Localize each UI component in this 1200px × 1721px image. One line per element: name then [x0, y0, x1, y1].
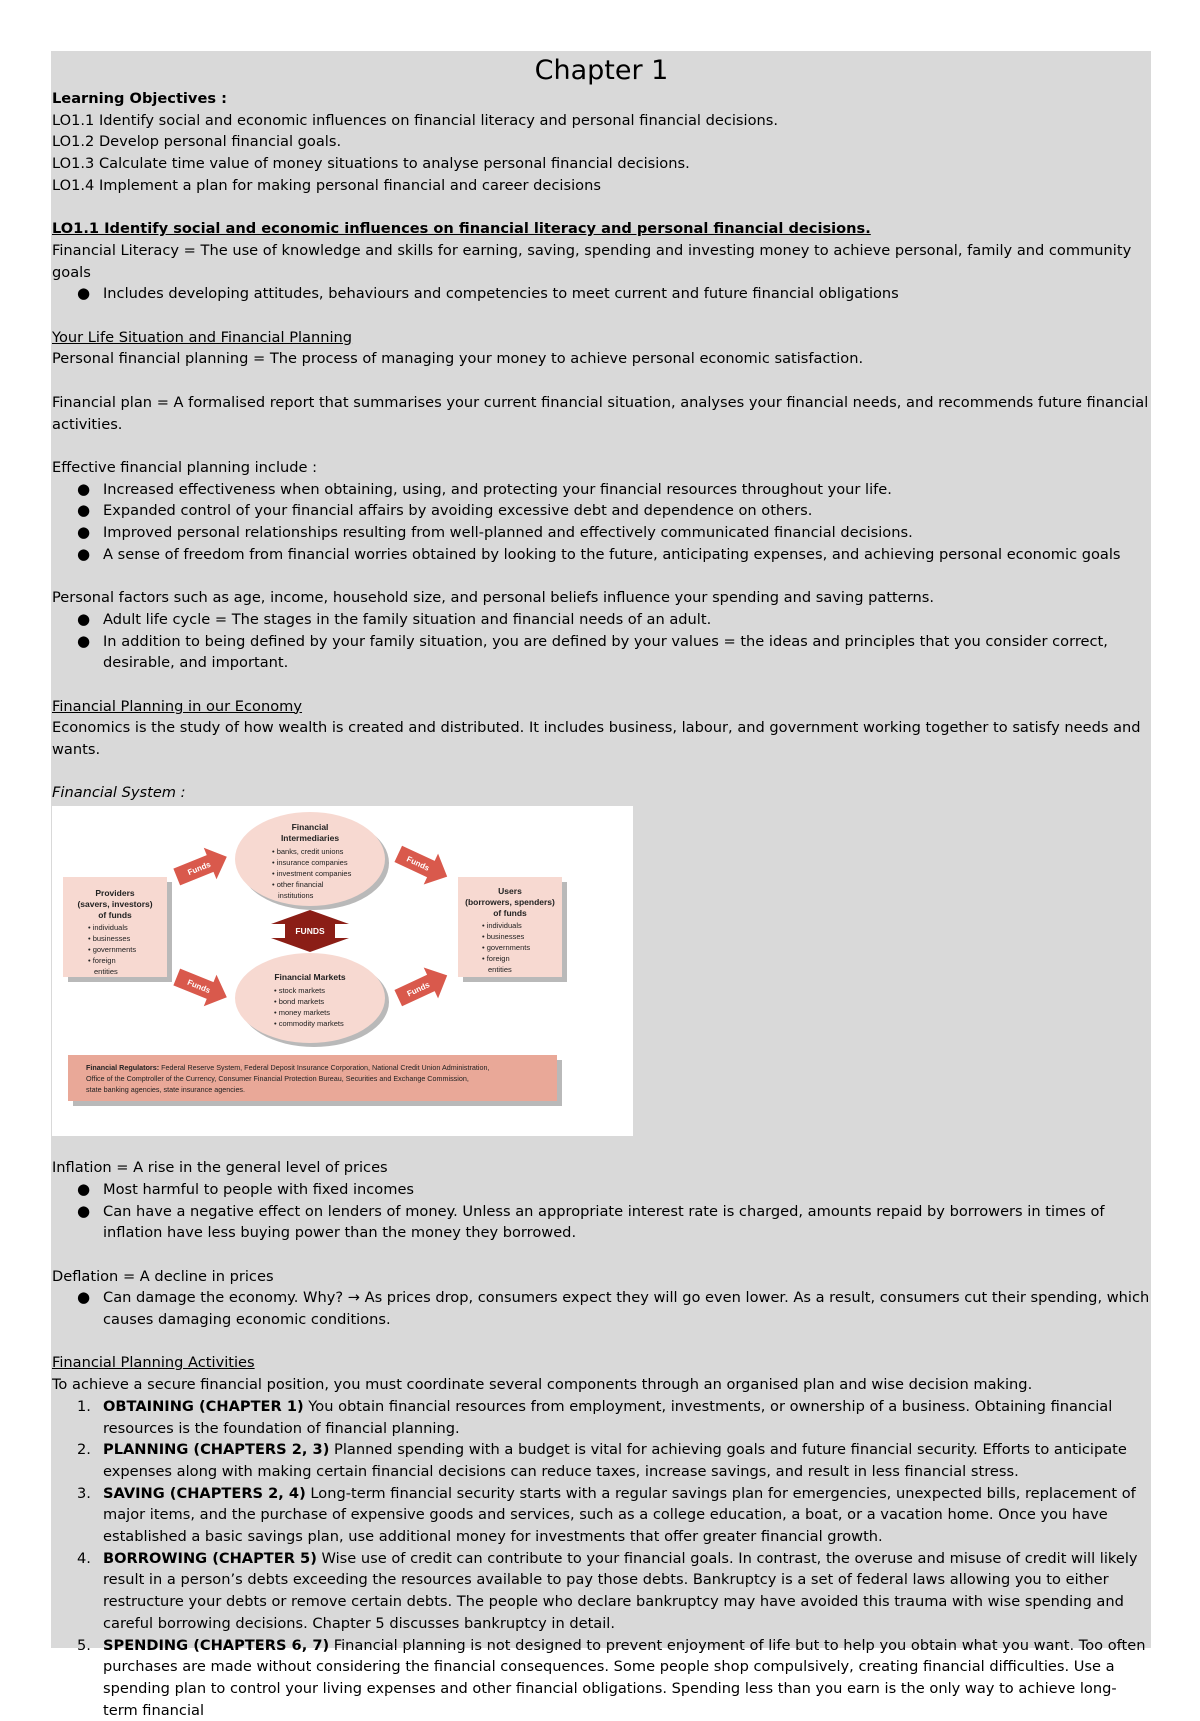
- users-item: • foreign: [482, 954, 510, 964]
- funds-arrow: [391, 960, 454, 1014]
- objective-item: LO1.2 Develop personal financial goals.: [52, 133, 342, 151]
- bullet-item: ● Most harmful to people with fixed incomes: [52, 1179, 1151, 1201]
- activity-number: 5.: [77, 1636, 91, 1654]
- bullet-item: ● Increased effectiveness when obtaining, using, and protecting your financial resources throughout your life.: [52, 479, 1151, 501]
- activity-label: OBTAINING (CHAPTER 1): [103, 1397, 304, 1415]
- activity-item: [52, 1439, 1151, 1482]
- financial-literacy-definition: Financial Literacy = The use of knowledge and skills for earning, saving, spending and investing money to achieve personal, family and community goals: [52, 241, 1132, 281]
- providers-title: (savers, investors): [77, 899, 153, 910]
- activities-heading: Financial Planning Activities: [52, 1354, 255, 1372]
- markets-item: • commodity markets: [274, 1019, 344, 1029]
- activity-text: Financial planning is not designed to prevent enjoyment of life but to help you obtain what you want. Too often purchases are made without considering the financial consequences. Some people shop compulsively, creating financial difficulties. Use a spending plan to control your living expenses and other financial obligations. Spending less than you earn is the only way to achieve long-term financial: [103, 1636, 1146, 1719]
- objective-item: LO1.3 Calculate time value of money situations to analyse personal financial decisions.: [52, 155, 690, 173]
- funds-arrow: [170, 961, 233, 1013]
- bullet-item: ● Improved personal relationships resulting from well-planned and effectively communicated financial decisions.: [52, 522, 1151, 544]
- activities-list: [52, 1396, 1151, 1721]
- deflation-definition: Deflation = A decline in prices: [52, 1267, 274, 1285]
- providers-item: entities: [94, 967, 118, 977]
- activities-intro: To achieve a secure financial position, you must coordinate several components through an organised plan and wise decision making.: [52, 1376, 1033, 1394]
- activity-label: SAVING (CHAPTERS 2, 4): [103, 1484, 306, 1502]
- intermediaries-item: • insurance companies: [272, 858, 348, 868]
- users-title: of funds: [493, 908, 527, 919]
- objective-item: LO1.1 Identify social and economic influences on financial literacy and personal financial decisions.: [52, 111, 778, 129]
- bullet-item: ● Can damage the economy. Why? → As prices drop, consumers expect they will go even lower. As a result, consumers cut their spending, which causes damaging economic conditions.: [52, 1287, 1151, 1330]
- providers-item: • foreign: [88, 956, 116, 966]
- users-title: (borrowers, spenders): [465, 897, 555, 908]
- activity-label: BORROWING (CHAPTER 5): [103, 1549, 317, 1567]
- inflation-bullets: [52, 1179, 1151, 1244]
- activity-item: [52, 1548, 1151, 1635]
- providers-title: Providers: [95, 888, 135, 899]
- intermediaries-title: Intermediaries: [280, 833, 340, 844]
- bullet-item: ● In addition to being defined by your family situation, you are defined by your values = the ideas and principles that you consider correct, desirable, and important.: [52, 631, 1151, 674]
- objective-item: LO1.4 Implement a plan for making personal financial and career decisions: [52, 176, 601, 194]
- bullet-item: ● Expanded control of your financial affairs by avoiding excessive debt and dependence on others.: [52, 500, 1151, 522]
- activity-item: [52, 1635, 1151, 1721]
- users-item: • businesses: [482, 932, 525, 942]
- intermediaries-item: • banks, credit unions: [272, 847, 344, 857]
- bullet-item: ● Adult life cycle = The stages in the family situation and financial needs of an adult.: [52, 609, 1151, 631]
- activity-text: Planned spending with a budget is vital for achieving goals and future financial security. Efforts to anticipate expenses along with making certain financial decisions can reduce taxes, increase savings, and result in less financial stress.: [103, 1441, 1127, 1480]
- activity-item: [52, 1396, 1151, 1439]
- users-item: entities: [488, 965, 512, 975]
- activity-label: SPENDING (CHAPTERS 6, 7): [103, 1636, 330, 1654]
- providers-item: • businesses: [88, 934, 131, 944]
- users-item: • individuals: [482, 921, 522, 931]
- economics-definition: Economics is the study of how wealth is created and distributed. It includes business, labour, and government working together to satisfy needs and wants.: [52, 719, 1141, 758]
- intermediaries-item: • other financial: [272, 880, 324, 890]
- literacy-bullets: [52, 283, 1151, 305]
- life-situation-heading: Your Life Situation and Financial Planning: [52, 328, 353, 346]
- activity-text: Wise use of credit can contribute to your financial goals. In contrast, the overuse and misuse of credit will likely result in a person’s debts exceeding the resources available to pay those debts. Bankruptcy is a set of federal laws allowing you to either restructure your debts or remove certain debts. The people who declare bankruptcy may have avoided this trauma with wise spending and careful borrowing decisions. Chapter 5 discusses bankruptcy in detail.: [103, 1549, 1138, 1632]
- economy-heading: Financial Planning in our Economy: [52, 697, 303, 715]
- bullet-item: ● Includes developing attitudes, behaviours and competencies to meet current and future financial obligations: [52, 283, 1151, 305]
- markets-item: • money markets: [274, 1008, 330, 1018]
- effective-planning-bullets: [52, 479, 1151, 566]
- funds-arrow-label: Funds: [186, 859, 212, 878]
- funds-arrow-label: Funds: [405, 854, 431, 873]
- activity-label: PLANNING (CHAPTERS 2, 3): [103, 1441, 330, 1459]
- intermediaries-title: Financial: [291, 822, 329, 833]
- objectives-heading: Learning Objectives :: [52, 90, 227, 107]
- funds-arrow-label: Funds: [405, 980, 432, 999]
- regulators-line: state banking agencies, state insurance agencies.: [86, 1085, 246, 1095]
- deflation-bullets: [52, 1287, 1151, 1330]
- personal-factors-text: Personal factors such as age, income, household size, and personal beliefs influence your spending and saving patterns.: [52, 589, 934, 607]
- providers-item: • governments: [88, 945, 137, 955]
- providers-title: of funds: [98, 910, 132, 921]
- providers-item: • individuals: [88, 923, 128, 933]
- document-page: [51, 51, 1151, 1719]
- financial-system-diagram: [52, 806, 633, 1136]
- funds-arrow-label: Funds: [186, 977, 212, 996]
- personal-financial-planning-definition: Personal financial planning = The process of managing your money to achieve personal economic satisfaction.: [52, 350, 864, 368]
- activity-item: [52, 1483, 1151, 1548]
- financial-plan-definition: Financial plan = A formalised report that summarises your current financial situation, analyses your financial needs, and recommends future financial activities.: [52, 393, 1149, 433]
- bullet-item: ● Can have a negative effect on lenders of money. Unless an appropriate interest rate is charged, amounts repaid by borrowers in times of inflation have less buying power than the money they borrowed.: [52, 1201, 1151, 1244]
- activity-number: 2.: [77, 1441, 91, 1459]
- intermediaries-item: • investment companies: [272, 869, 352, 879]
- regulators-line: Office of the Comptroller of the Currency, Consumer Financial Protection Bureau, Securities and Exchange Commission,: [86, 1074, 469, 1084]
- activity-number: 1.: [77, 1397, 91, 1415]
- financial-system-label: Financial System :: [52, 784, 186, 802]
- users-item: • governments: [482, 943, 531, 953]
- effective-planning-heading: Effective financial planning include :: [52, 458, 318, 476]
- inflation-definition: Inflation = A rise in the general level of prices: [52, 1159, 388, 1177]
- activity-text: You obtain financial resources from employment, investments, or ownership of a business. Obtaining financial resources is the foundation of financial planning.: [103, 1397, 1113, 1437]
- markets-item: • stock markets: [274, 986, 325, 996]
- users-title: Users: [498, 886, 522, 897]
- activity-text: Long-term financial security starts with a regular savings plan for emergencies, unexpected bills, replacement of major items, and the purchase of expensive goods and services, such as a college education, a boat, or a vacation home. Once you have established a basic savings plan, use additional money for investments that offer greater financial growth.: [103, 1484, 1136, 1546]
- markets-title: Financial Markets: [274, 972, 346, 983]
- lo11-heading: LO1.1 Identify social and economic influences on financial literacy and personal financial decisions.: [52, 220, 871, 238]
- activity-number: 3.: [77, 1484, 91, 1502]
- activity-number: 4.: [77, 1549, 91, 1567]
- chapter-title: Chapter 1: [534, 55, 669, 86]
- intermediaries-item: institutions: [278, 891, 314, 901]
- regulators-line: Financial Regulators: Federal Reserve System, Federal Deposit Insurance Corporation, National Credit Union Administration,: [86, 1063, 490, 1073]
- funds-arrow: [170, 841, 233, 893]
- personal-factors-bullets: [52, 609, 1151, 674]
- bullet-item: ● A sense of freedom from financial worries obtained by looking to the future, anticipating expenses, and achieving personal economic goals: [52, 544, 1151, 566]
- markets-item: • bond markets: [274, 997, 325, 1007]
- funds-arrow: [391, 839, 454, 893]
- funds-center-label: FUNDS: [295, 926, 325, 937]
